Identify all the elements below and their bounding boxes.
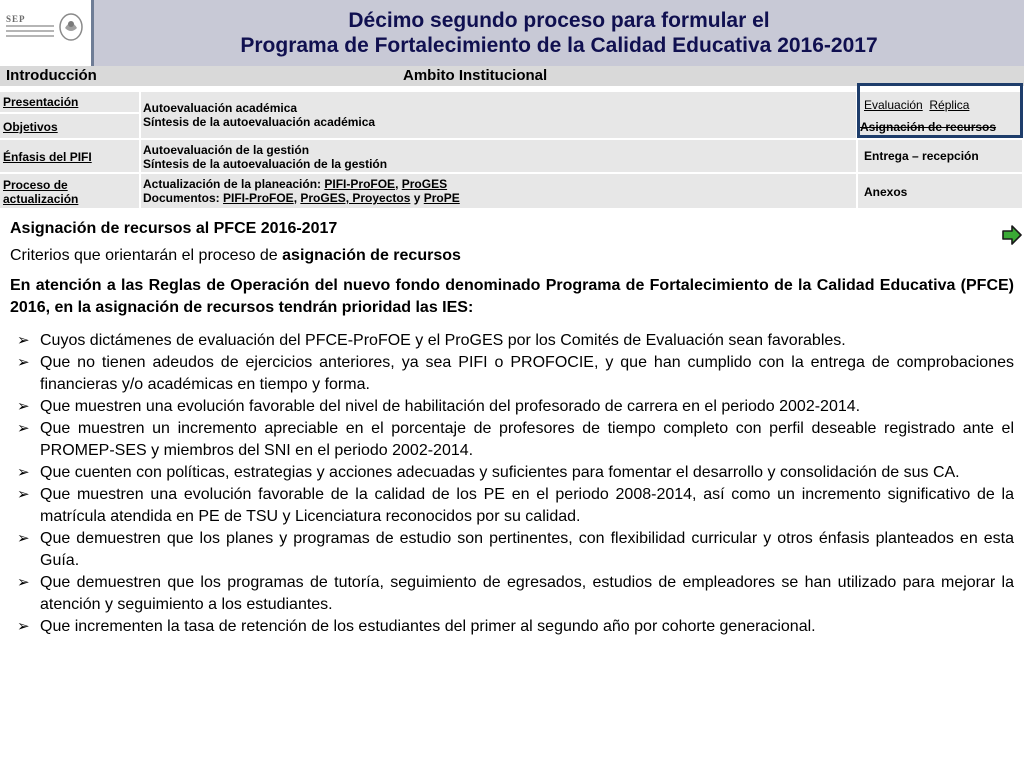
- list-item-text: Que demuestren que los programas de tutoría, seguimiento de egresados, estudios de empleadores se han utilizado para mejorar la atención y seguimiento a los estudiantes.: [40, 574, 1014, 613]
- criteria-line: [10, 246, 1014, 266]
- title-line-1: Décimo segundo proceso para formular el: [348, 9, 770, 32]
- actualizacion-prefix: Actualización de la planeación:: [143, 177, 325, 191]
- nav-enfasis[interactable]: Énfasis del PIFI: [3, 150, 92, 164]
- intro-paragraph: En atención a las Reglas de Operación del nuevo fondo denominado Programa de Fortalecimiento de la Calidad Educativa (PFCE) 2016, en la asignación de recursos tendrán prioridad las IES:: [10, 277, 1014, 316]
- list-item-text: Que muestren una evolución favorable de la calidad de los PE en el periodo 2008-2014, así como un incremento significativo de la matrícula atendida en PE de TSU y Licenciatura reconocidos por su calidad.: [40, 486, 1014, 525]
- sep-seal-icon: [58, 12, 84, 42]
- list-item: [17, 418, 1014, 462]
- bullet-arrow-icon: ➢: [17, 354, 30, 371]
- nav-entrega-recepcion[interactable]: Entrega – recepción: [864, 149, 979, 163]
- section-heading: Asignación de recursos al PFCE 2016-2017: [10, 220, 338, 237]
- ambito-institucional-label: Ambito Institucional: [403, 67, 548, 84]
- link-proges[interactable]: ProGES: [401, 177, 448, 191]
- bullet-arrow-icon: ➢: [17, 530, 30, 547]
- list-item: [17, 484, 1014, 528]
- criteria-list: [10, 330, 1014, 638]
- nav-cell-proceso: [0, 174, 141, 210]
- list-item: [17, 616, 1014, 638]
- list-item-text: Que cuenten con políticas, estrategias y acciones adecuadas y suficientes para fomentar el desarrollo y consolidación de sus CA.: [40, 464, 960, 481]
- nav-cell-actualizacion: [141, 174, 858, 210]
- criteria-bold: asignación de recursos: [282, 247, 461, 264]
- nav-sintesis-gestion[interactable]: Síntesis de la autoevaluación de la gestión: [143, 157, 388, 171]
- nav-introduccion[interactable]: Introducción: [6, 67, 97, 84]
- list-item-text: Que muestren un incremento apreciable en el porcentaje de profesores de tiempo completo con perfil deseable registrado ante el PROMEP-SES y miembros del SNI en el periodo 2002-2014.: [40, 420, 1014, 459]
- nav-cell-autoevaluacion-academica: [141, 92, 858, 140]
- list-item: [17, 396, 1014, 418]
- link-doc-proges-proyectos[interactable]: ProGES, Proyectos: [300, 191, 411, 205]
- nav-anexos[interactable]: Anexos: [864, 185, 908, 199]
- bullet-arrow-icon: ➢: [17, 486, 30, 503]
- nav-cell-enfasis: [0, 140, 141, 174]
- link-doc-pifi-profoe[interactable]: PIFI-ProFOE: [223, 191, 294, 205]
- documentos-line: [143, 191, 460, 205]
- navigation-grid: [0, 86, 1024, 210]
- list-item-text: Que no tienen adeudos de ejercicios anteriores, ya sea PIFI o PROFOCIE, y que han cumplido con la entrega de comprobaciones financieras y/o académicas en tiempo y forma.: [40, 354, 1014, 393]
- actualizacion-sep: ,: [395, 177, 402, 191]
- title-banner: [91, 0, 1024, 66]
- nav-sintesis-academica[interactable]: Síntesis de la autoevaluación académica: [143, 115, 376, 129]
- section-header: [0, 66, 1024, 86]
- list-item-text: Que muestren una evolución favorable del nivel de habilitación del profesorado de carrera en el periodo 2002-2014.: [40, 398, 861, 415]
- nav-cell-anexos: [858, 174, 1024, 210]
- evaluacion-replica-line: [864, 98, 969, 112]
- logo-lines: [6, 25, 54, 40]
- nav-cell-entrega: [858, 140, 1024, 174]
- link-pifi-profoe[interactable]: PIFI-ProFOE: [324, 177, 396, 191]
- nav-autoevaluacion-gestion[interactable]: Autoevaluación de la gestión: [143, 143, 310, 157]
- title-line-2: Programa de Fortalecimiento de la Calidad Educativa 2016-2017: [240, 34, 878, 57]
- nav-cell-evaluacion: [858, 92, 1024, 140]
- main-content: [10, 219, 1014, 638]
- bullet-arrow-icon: ➢: [17, 332, 30, 349]
- nav-cell-autoevaluacion-gestion: [141, 140, 858, 174]
- nav-replica[interactable]: Réplica: [929, 98, 970, 112]
- nav-evaluacion[interactable]: Evaluación: [864, 98, 923, 112]
- list-item: [17, 572, 1014, 616]
- list-item: [17, 462, 1014, 484]
- nav-cell-objetivos: [0, 114, 141, 140]
- list-item: [17, 528, 1014, 572]
- nav-autoevaluacion-academica[interactable]: Autoevaluación académica: [143, 101, 298, 115]
- nav-proceso-line2[interactable]: actualización: [3, 192, 79, 206]
- actualizacion-line: [143, 177, 447, 191]
- nav-objetivos[interactable]: Objetivos: [3, 120, 58, 134]
- documentos-sep1: ,: [293, 191, 301, 205]
- documentos-prefix: Documentos:: [143, 191, 224, 205]
- nav-cell-presentacion: [0, 92, 141, 114]
- criteria-prefix: Criterios que orientarán el proceso de: [10, 247, 283, 264]
- nav-asignacion[interactable]: Asignación de recursos: [860, 120, 997, 134]
- bullet-arrow-icon: ➢: [17, 618, 30, 635]
- link-doc-prope[interactable]: ProPE: [423, 191, 460, 205]
- nav-presentacion[interactable]: Presentación: [3, 95, 79, 109]
- bullet-arrow-icon: ➢: [17, 420, 30, 437]
- documentos-sep2: y: [410, 191, 424, 205]
- bullet-arrow-icon: ➢: [17, 398, 30, 415]
- bullet-arrow-icon: ➢: [17, 464, 30, 481]
- nav-proceso-line1[interactable]: Proceso de: [3, 178, 68, 192]
- list-item-text: Cuyos dictámenes de evaluación del PFCE-ProFOE y el ProGES por los Comités de Evaluación sean favorables.: [40, 332, 846, 349]
- sep-logo: [0, 0, 90, 66]
- bullet-arrow-icon: ➢: [17, 574, 30, 591]
- logo-text: SEP: [6, 14, 26, 24]
- list-item: [17, 330, 1014, 352]
- list-item: [17, 352, 1014, 396]
- list-item-text: Que incrementen la tasa de retención de los estudiantes del primer al segundo año por cohorte generacional.: [40, 618, 816, 635]
- list-item-text: Que demuestren que los planes y programas de estudio son pertinentes, con flexibilidad curricular y otros énfasis planteados en esta Guía.: [40, 530, 1014, 569]
